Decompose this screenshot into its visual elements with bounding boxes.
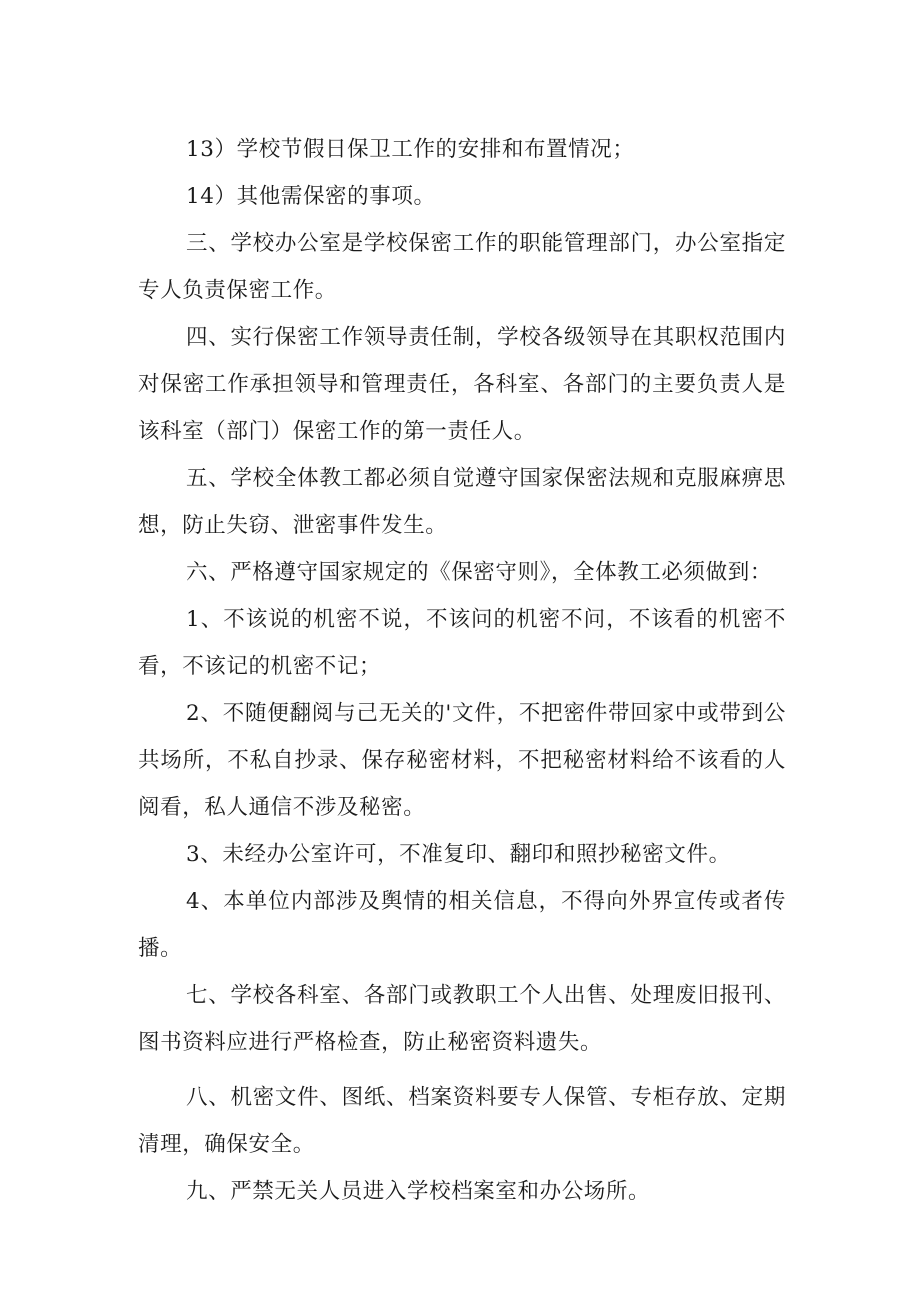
paragraph-section-4: 四、实行保密工作领导责任制，学校各级领导在其职权范围内对保密工作承担领导和管理责任，各科室、各部门的主要负责人是该科室（部门）保密工作的第一责任人。	[138, 325, 786, 444]
document-body	[138, 126, 786, 1215]
paragraph-section-6: 六、严格遵守国家规定的《保密守则》，全体教工必须做到：	[186, 560, 772, 585]
paragraph-section-9: 九、严禁无关人员进入学校档案室和办公场所。	[186, 1179, 651, 1204]
paragraph-section-5: 五、学校全体教工都必须自觉遵守国家保密法规和克服麻痹思想，防止失窃、泄密事件发生。	[138, 466, 786, 538]
paragraph-section-7: 七、学校各科室、各部门或教职工个人出售、处理废旧报刊、图书资料应进行严格检查，防止秘密资料遗失。	[138, 983, 786, 1055]
paragraph-rule-4: 4、本单位内部涉及舆情的相关信息，不得向外界宣传或者传播。	[138, 889, 786, 961]
paragraph-section-3: 三、学校办公室是学校保密工作的职能管理部门，办公室指定专人负责保密工作。	[138, 231, 786, 303]
paragraph-item-14: 14）其他需保密的事项。	[186, 184, 436, 209]
paragraph-rule-3: 3、未经办公室许可，不准复印、翻印和照抄秘密文件。	[186, 842, 731, 867]
paragraph-rule-2: 2、不随便翻阅与己无关的'文件，不把密件带回家中或带到公共场所，不私自抄录、保存秘密材料，不把秘密材料给不该看的人阅看，私人通信不涉及秘密。	[138, 701, 786, 820]
paragraph-rule-1: 1、不该说的机密不说，不该问的机密不问，不该看的机密不看，不该记的机密不记；	[138, 607, 786, 679]
paragraph-section-8: 八、机密文件、图纸、档案资料要专人保管、专柜存放、定期清理，确保安全。	[138, 1085, 786, 1157]
paragraph-item-13: 13）学校节假日保卫工作的安排和布置情况；	[186, 137, 635, 162]
